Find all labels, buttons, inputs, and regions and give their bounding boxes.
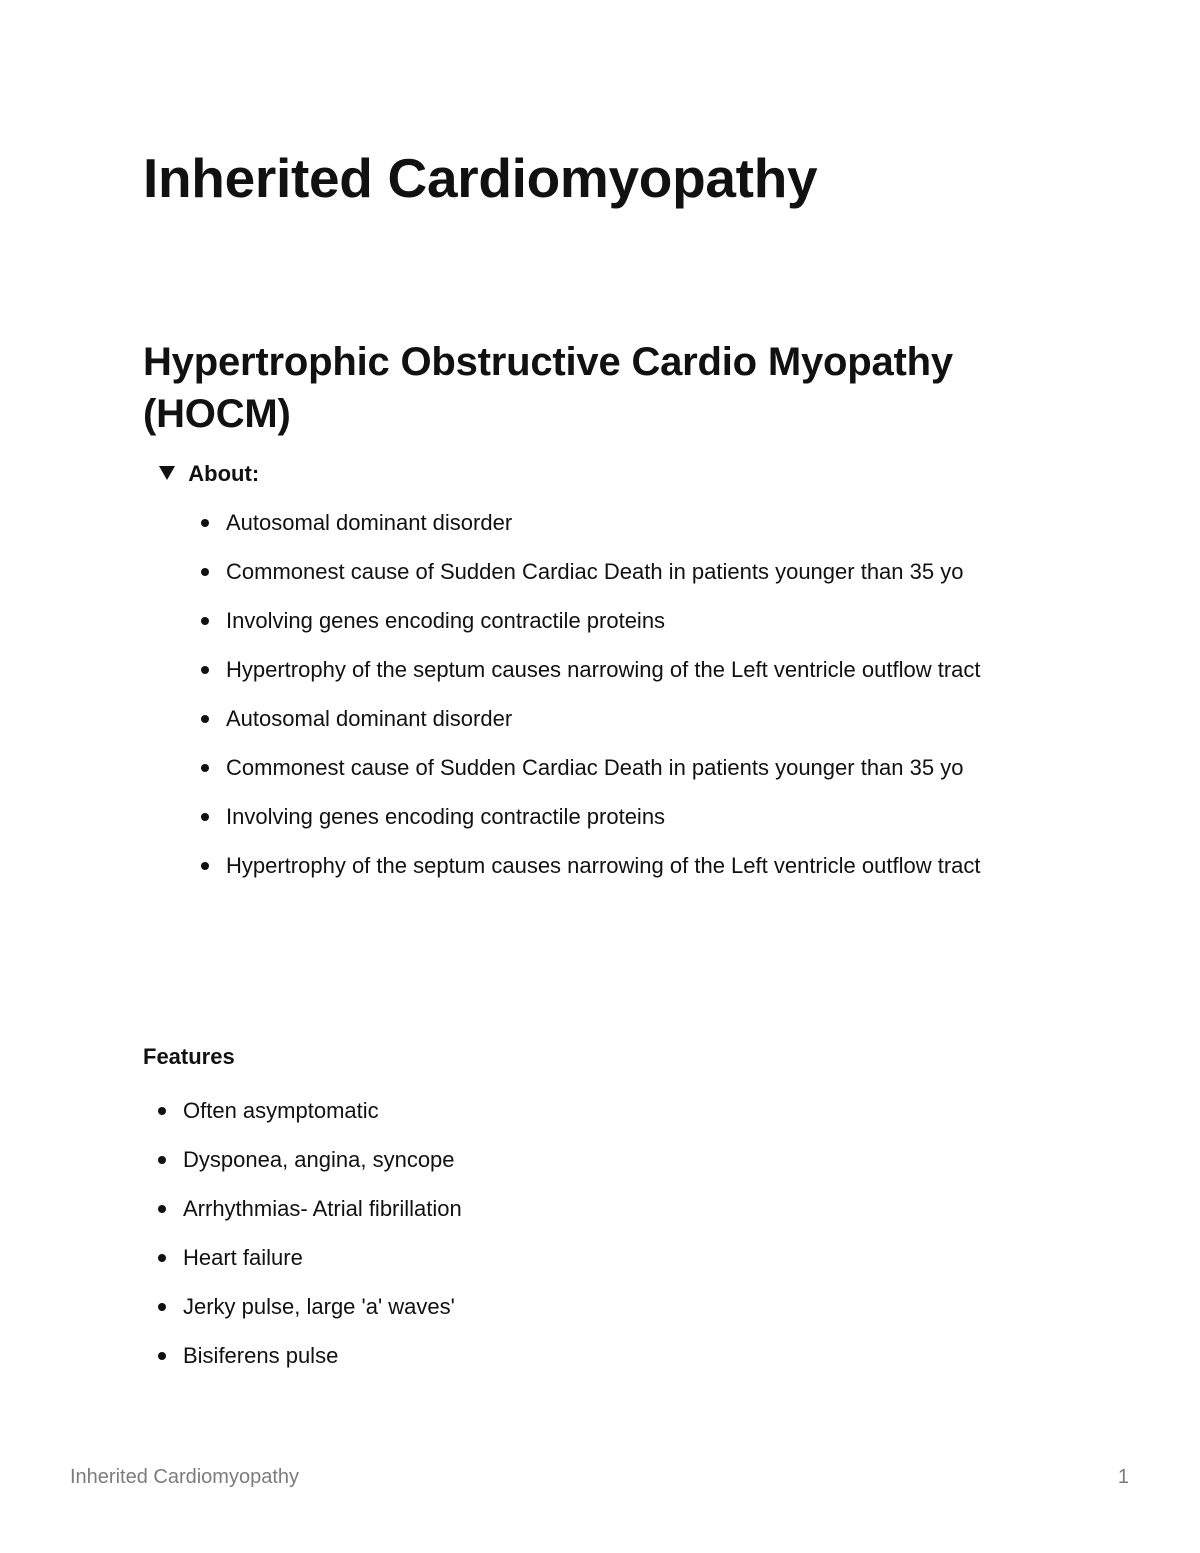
list-item: Heart failure: [183, 1240, 1033, 1275]
list-item: Dysponea, angina, syncope: [183, 1142, 1033, 1177]
triangle-down-icon[interactable]: [159, 466, 175, 480]
list-item: Hypertrophy of the septum causes narrowing of the Left ventricle outflow tract: [226, 652, 1056, 687]
about-list: [226, 505, 1056, 897]
about-toggle[interactable]: [159, 459, 259, 489]
list-item: Often asymptomatic: [183, 1093, 1033, 1128]
list-item: Commonest cause of Sudden Cardiac Death in patients younger than 35 yo: [226, 554, 1056, 589]
footer-title: Inherited Cardiomyopathy: [70, 1466, 300, 1488]
list-item: Jerky pulse, large 'a' waves': [183, 1289, 1033, 1324]
list-item: Bisiferens pulse: [183, 1338, 1033, 1373]
list-item: Commonest cause of Sudden Cardiac Death in patients younger than 35 yo: [226, 750, 1056, 785]
features-heading: Features: [143, 1044, 235, 1069]
list-item: Involving genes encoding contractile proteins: [226, 799, 1056, 834]
list-item: Arrhythmias- Atrial fibrillation: [183, 1191, 1033, 1226]
features-list: [183, 1093, 1033, 1387]
section-heading-hocm: Hypertrophic Obstructive Cardio Myopathy (HOCM): [143, 340, 953, 436]
about-toggle-label: About:: [188, 461, 260, 486]
page-title: Inherited Cardiomyopathy: [143, 147, 818, 209]
list-item: Involving genes encoding contractile proteins: [226, 603, 1056, 638]
list-item: Autosomal dominant disorder: [226, 701, 1056, 736]
list-item: Hypertrophy of the septum causes narrowing of the Left ventricle outflow tract: [226, 848, 1056, 883]
list-item: Autosomal dominant disorder: [226, 505, 1056, 540]
page-number: 1: [1117, 1466, 1129, 1488]
